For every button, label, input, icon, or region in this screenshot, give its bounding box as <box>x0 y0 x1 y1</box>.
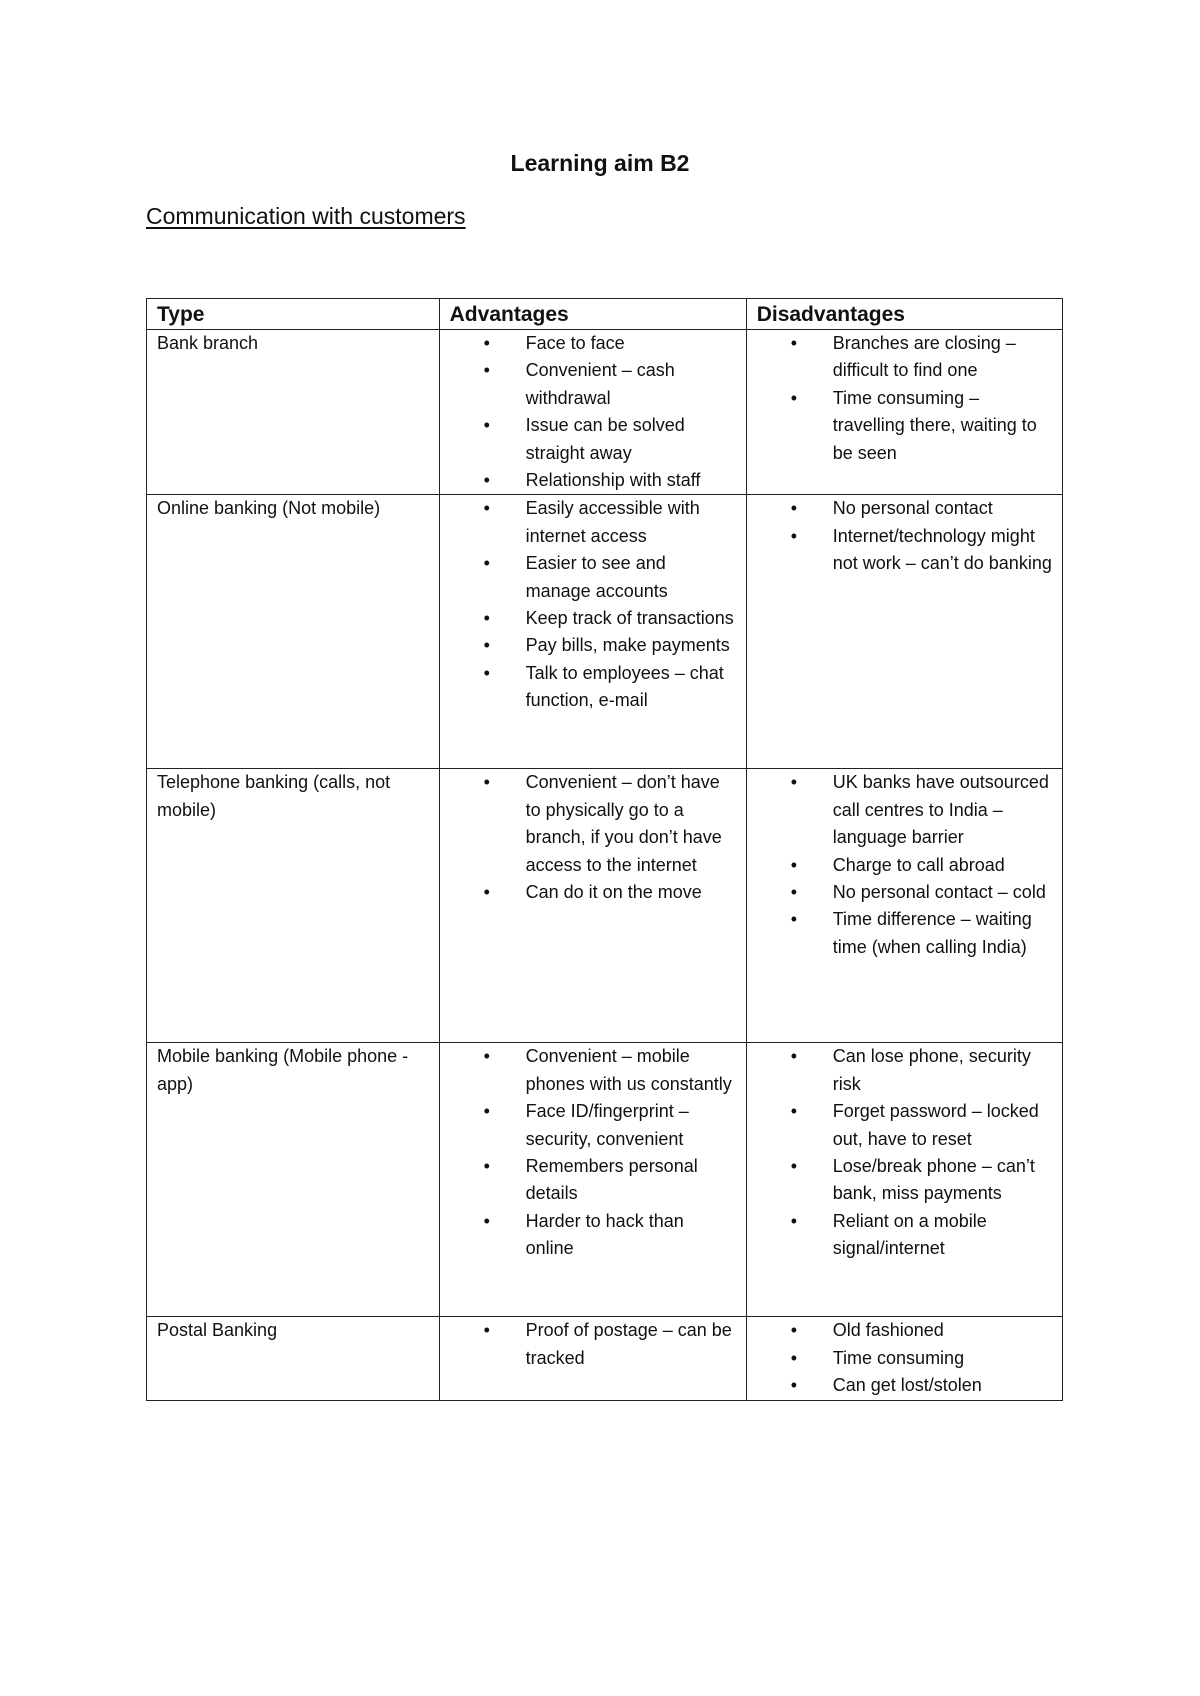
list-item: • Branches are closing – difficult to find one <box>757 330 1052 385</box>
type-cell: Bank branch <box>147 330 440 495</box>
table-row <box>147 1043 1063 1317</box>
list-item: • Relationship with staff <box>450 467 736 494</box>
list-item: • Time consuming <box>757 1345 1052 1372</box>
list-item: • No personal contact <box>757 495 1052 522</box>
list-item: • Convenient – don’t have to physically go to a branch, if you don’t have access to the internet <box>450 769 736 879</box>
section-heading: Communication with customers <box>146 203 466 229</box>
list-item: • Easier to see and manage accounts <box>450 550 736 605</box>
disadvantages-cell <box>746 495 1062 769</box>
list-item: • Face ID/fingerprint – security, convenient <box>450 1098 736 1153</box>
list-item: • Forget password – locked out, have to reset <box>757 1098 1052 1153</box>
list-item: • Convenient – mobile phones with us constantly <box>450 1043 736 1098</box>
type-cell: Online banking (Not mobile) <box>147 495 440 769</box>
page-title: Learning aim B2 <box>510 150 690 176</box>
disadvantages-cell <box>746 769 1062 1043</box>
list-item: • Proof of postage – can be tracked <box>450 1317 736 1372</box>
list-item: • Internet/technology might not work – can’t do banking <box>757 523 1052 578</box>
list-item: • Pay bills, make payments <box>450 632 736 659</box>
type-cell: Postal Banking <box>147 1317 440 1400</box>
list-item: • Convenient – cash withdrawal <box>450 357 736 412</box>
list-item: • Charge to call abroad <box>757 852 1052 879</box>
header-advantages: Advantages <box>439 299 746 330</box>
header-type: Type <box>147 299 440 330</box>
disadvantages-cell <box>746 1043 1062 1317</box>
list-item: • Keep track of transactions <box>450 605 736 632</box>
list-item: • Harder to hack than online <box>450 1208 736 1263</box>
table-row <box>147 495 1063 769</box>
list-item: • Time consuming – travelling there, waiting to be seen <box>757 385 1052 467</box>
advantages-cell <box>439 330 746 495</box>
list-item: • Talk to employees – chat function, e-mail <box>450 660 736 715</box>
table-row <box>147 330 1063 495</box>
disadvantages-cell <box>746 330 1062 495</box>
advantages-cell <box>439 1317 746 1400</box>
table-row <box>147 769 1063 1043</box>
advantages-cell <box>439 769 746 1043</box>
list-item: • Time difference – waiting time (when calling India) <box>757 906 1052 961</box>
list-item: • Reliant on a mobile signal/internet <box>757 1208 1052 1263</box>
type-cell: Telephone banking (calls, not mobile) <box>147 769 440 1043</box>
list-item: • Remembers personal details <box>450 1153 736 1208</box>
header-disadvantages: Disadvantages <box>746 299 1062 330</box>
type-cell: Mobile banking (Mobile phone - app) <box>147 1043 440 1317</box>
list-item: • Easily accessible with internet access <box>450 495 736 550</box>
disadvantages-cell <box>746 1317 1062 1400</box>
list-item: • UK banks have outsourced call centres to India – language barrier <box>757 769 1052 851</box>
list-item: • Issue can be solved straight away <box>450 412 736 467</box>
table-header-row <box>147 299 1063 330</box>
list-item: • Lose/break phone – can’t bank, miss payments <box>757 1153 1052 1208</box>
list-item: • Face to face <box>450 330 736 357</box>
list-item: • No personal contact – cold <box>757 879 1052 906</box>
list-item: • Can lose phone, security risk <box>757 1043 1052 1098</box>
list-item: • Can do it on the move <box>450 879 736 906</box>
list-item: • Old fashioned <box>757 1317 1052 1344</box>
communication-table <box>146 298 1063 1401</box>
table-row <box>147 1317 1063 1400</box>
advantages-cell <box>439 495 746 769</box>
advantages-cell <box>439 1043 746 1317</box>
list-item: • Can get lost/stolen <box>757 1372 1052 1399</box>
